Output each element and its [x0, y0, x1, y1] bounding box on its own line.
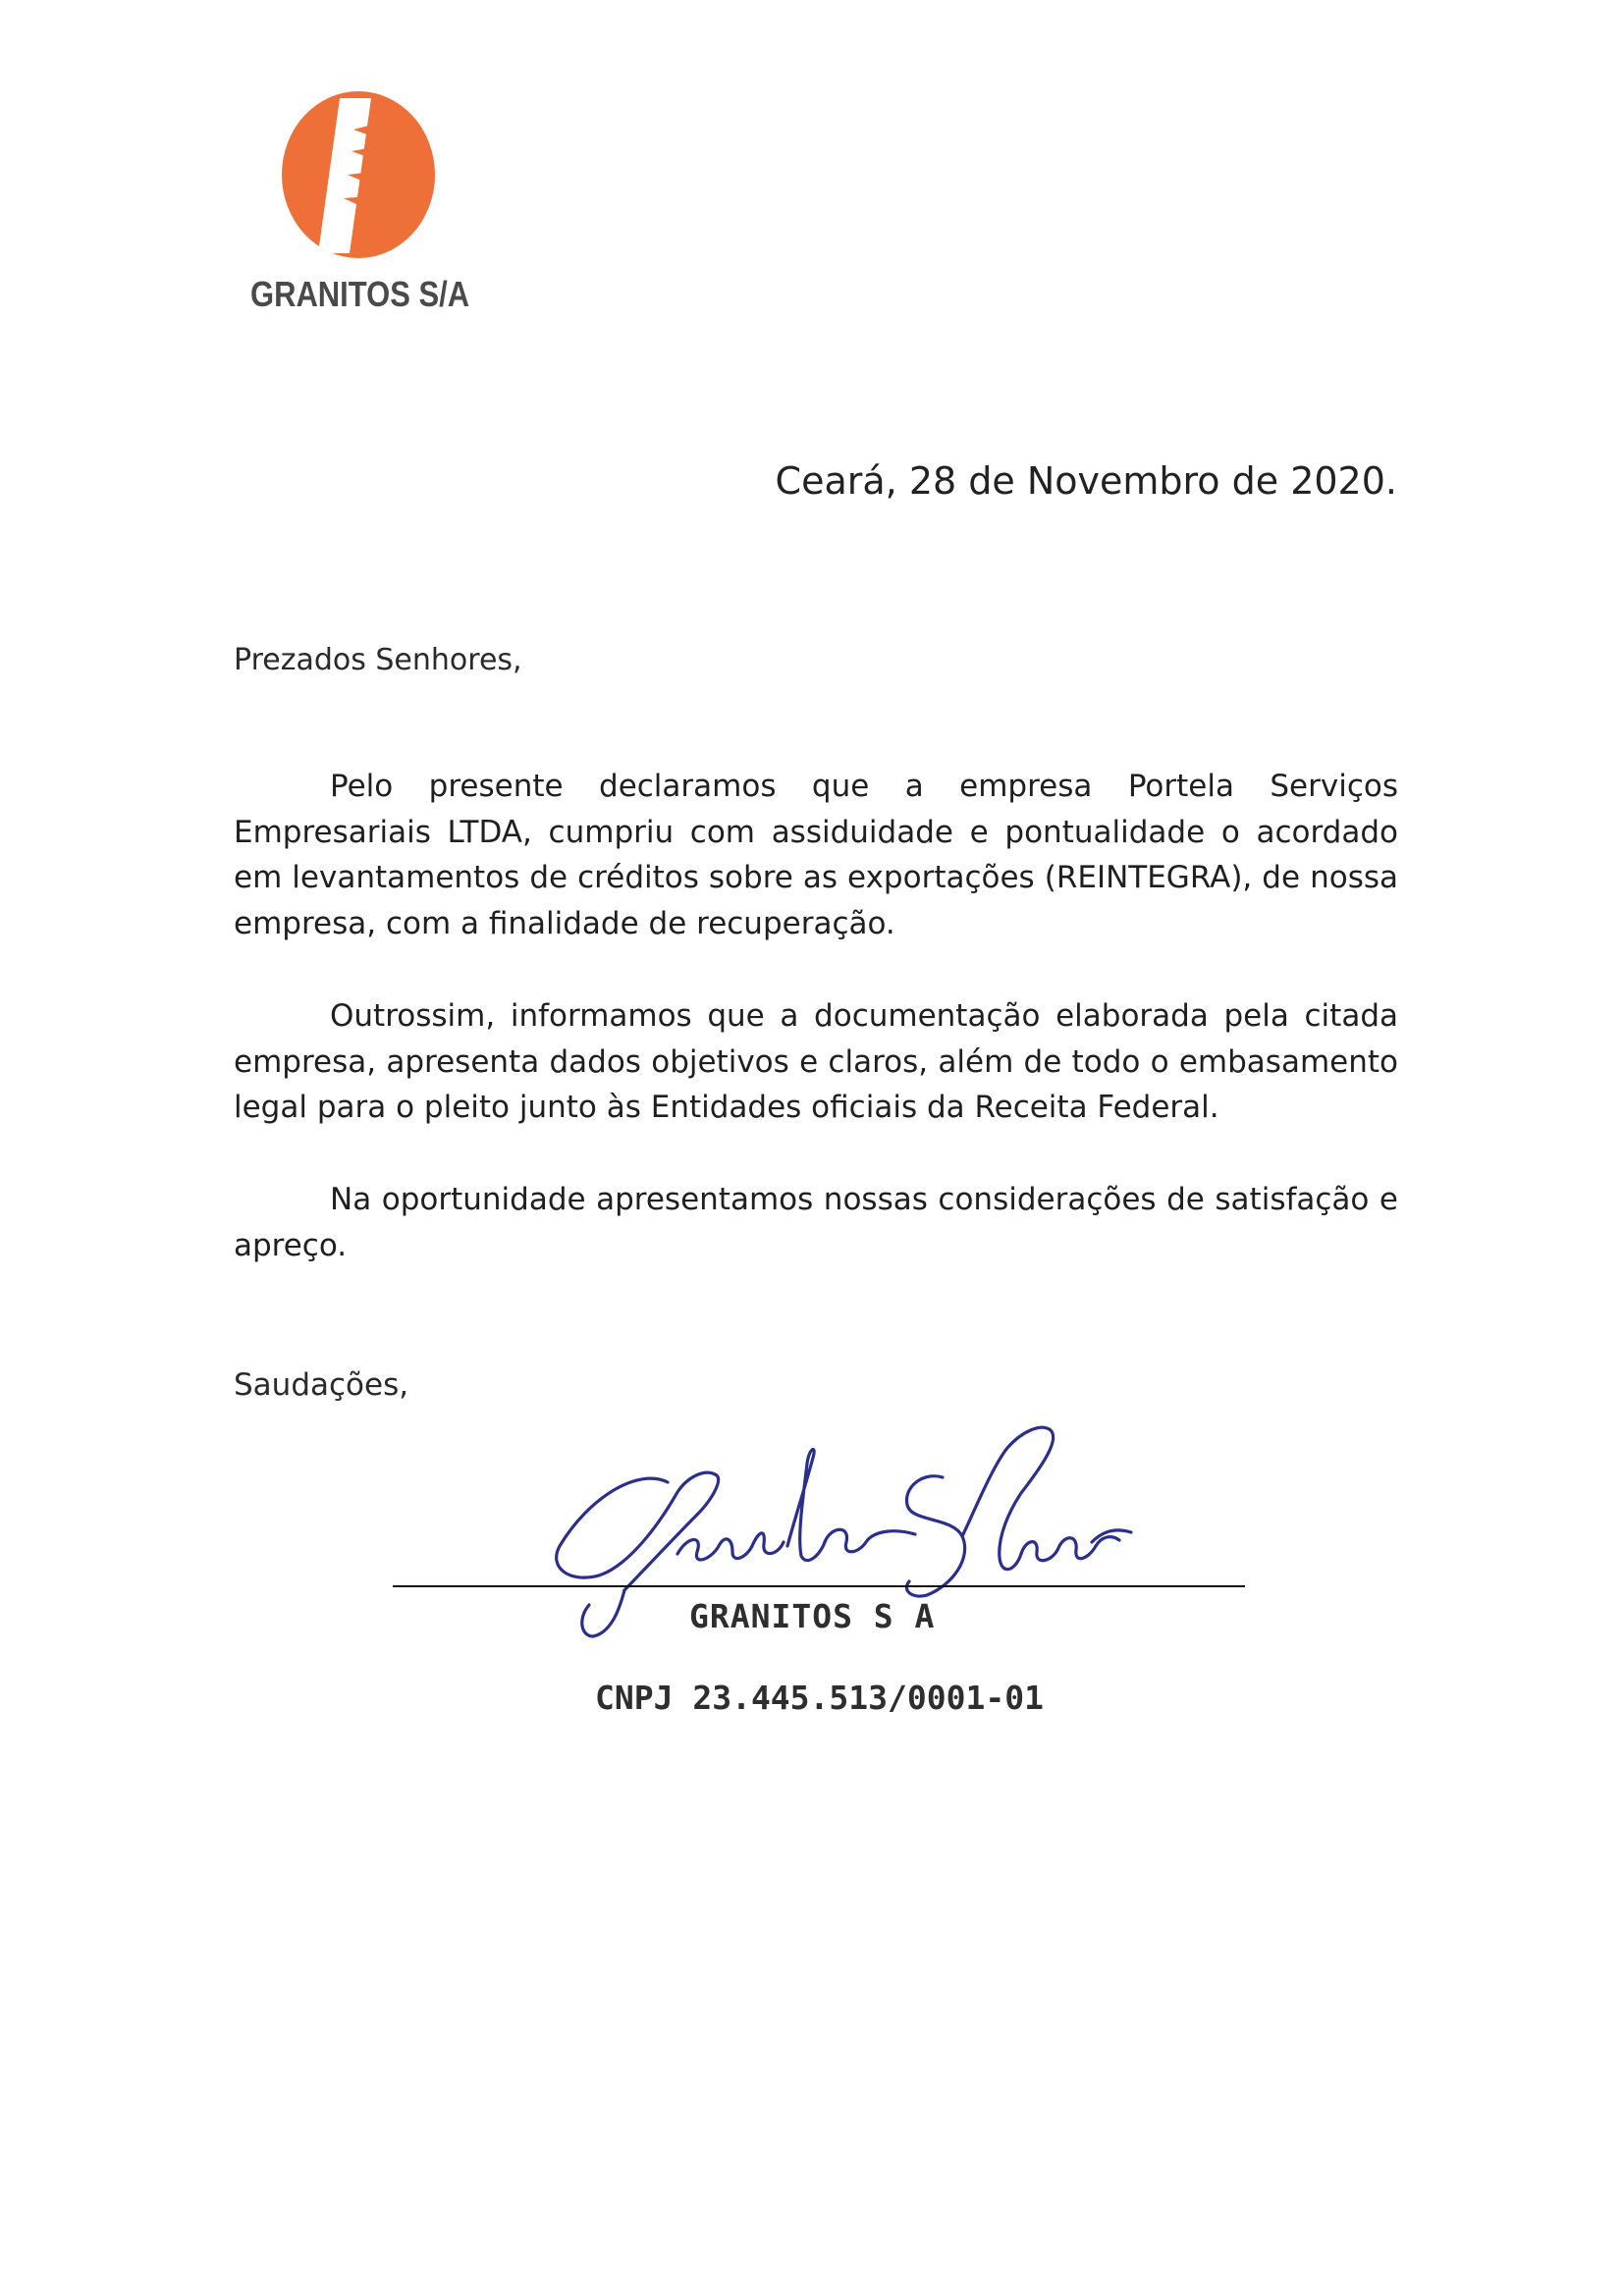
- letter-paragraph: Na oportunidade apresentamos nossas considerações de satisfação e apreço.: [234, 1182, 1398, 1263]
- letter-paragraph: Outrossim, informamos que a documentação elaborada pela citada empresa, apresenta dados objetivos e claros, além de todo o embasamento legal para o pleito junto às Entidades oficiais da Receita Federal.: [234, 998, 1398, 1125]
- signer-name: GRANITOS S A: [689, 1597, 936, 1635]
- company-name: GRANITOS S/A: [250, 274, 470, 314]
- company-cnpj: CNPJ 23.445.513/0001-01: [595, 1679, 1044, 1717]
- letter-paragraph: Pelo presente declaramos que a empresa Portela Serviços Empresariais LTDA, cumpriu com assiduidade e pontualidade o acordado em levantamentos de créditos sobre as exportações (REINTEGRA), de nossa empresa, com a finalidade de recuperação.: [234, 769, 1398, 941]
- granitos-logo-icon: [281, 90, 436, 259]
- signature-line: [393, 1585, 1245, 1587]
- letter-greeting: Prezados Senhores,: [234, 643, 522, 677]
- company-logo: [281, 90, 436, 259]
- letter-closing: Saudações,: [234, 1367, 409, 1403]
- letter-date: Ceará, 28 de Novembro de 2020.: [775, 459, 1397, 503]
